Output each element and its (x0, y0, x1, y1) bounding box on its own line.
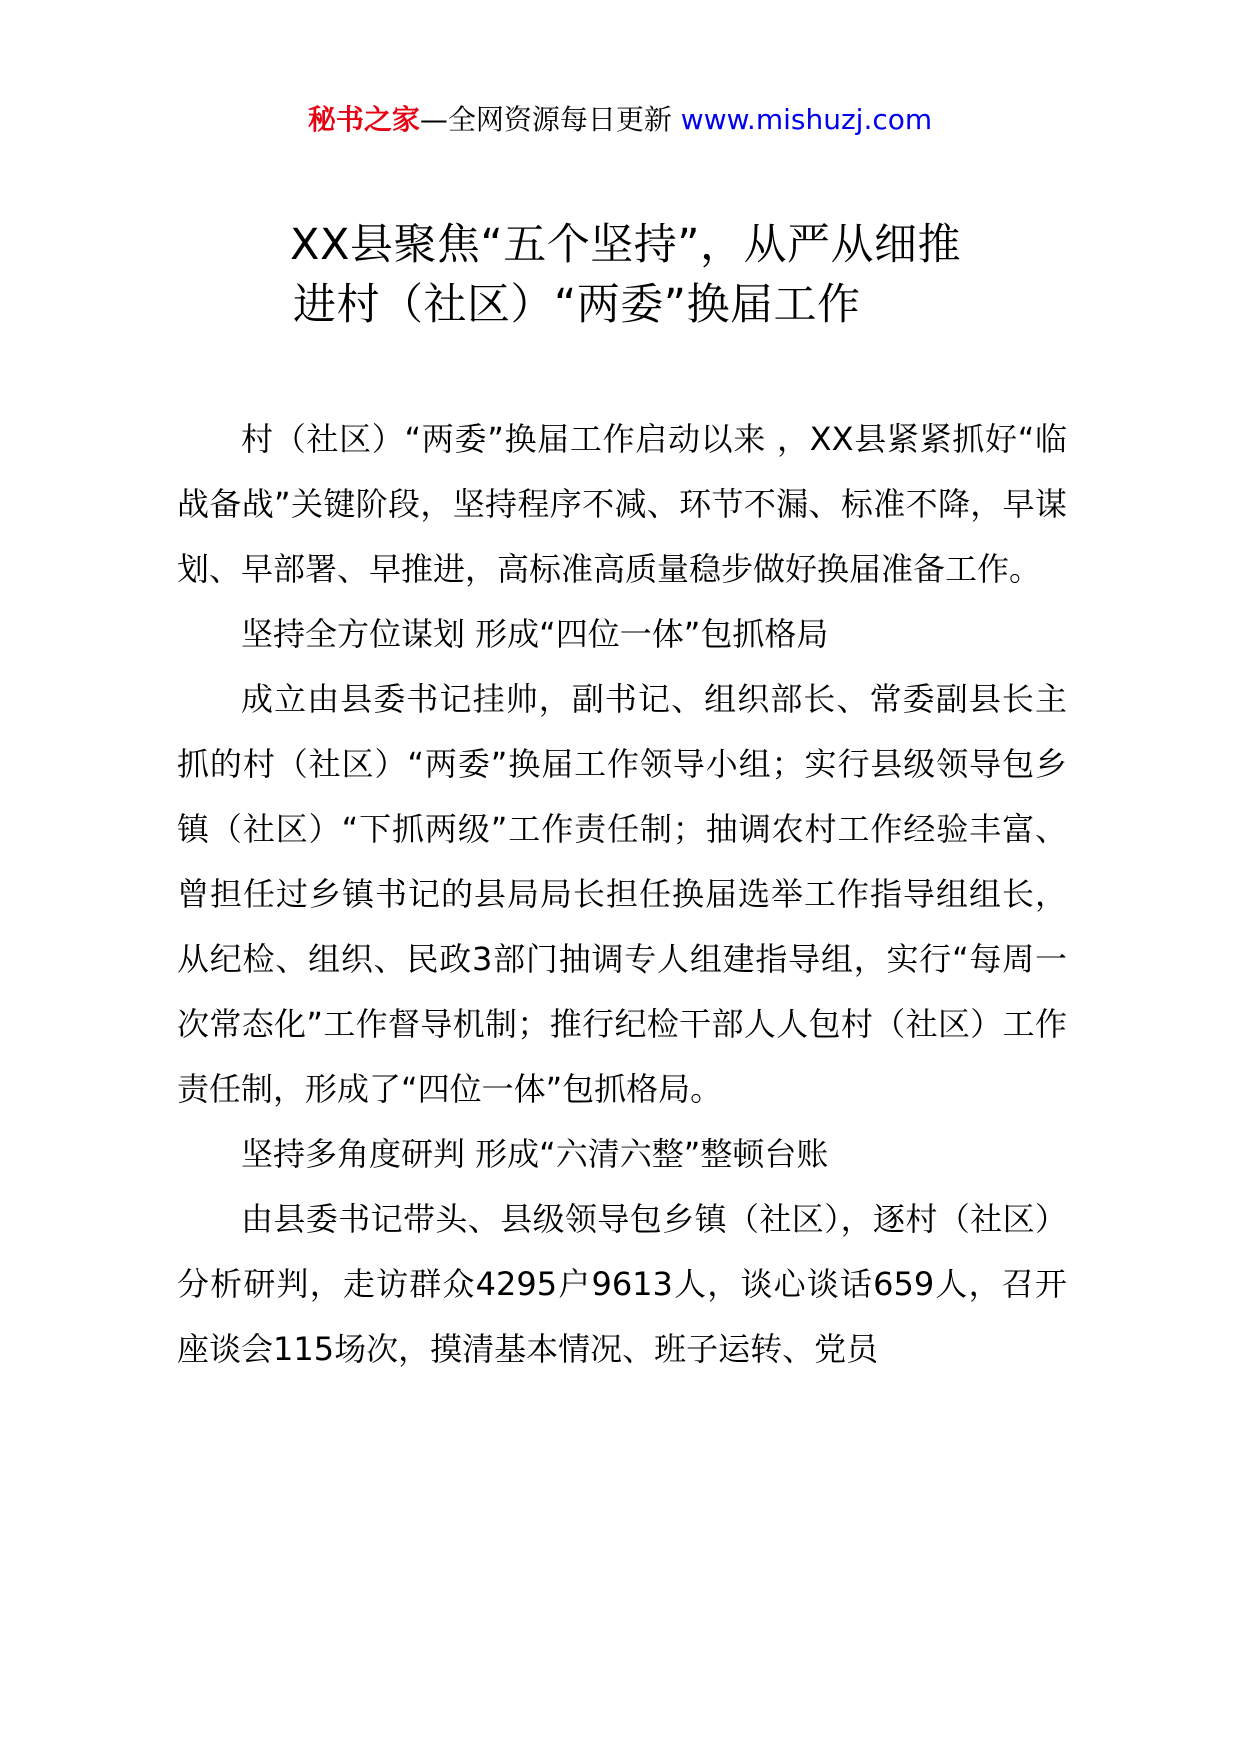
document-body (177, 407, 1067, 1382)
site-banner (0, 100, 1240, 140)
section-2-paragraph: 由县委书记带头、县级领导包乡镇（社区），逐村（社区）分析研判，走访群众4295户9613人，谈心谈话659人，召开座谈会115场次，摸清基本情况、班子运转、党员 (177, 1200, 1067, 1368)
site-url-link[interactable]: www.mishuzj.com (680, 103, 933, 136)
section-heading-1: 坚持全方位谋划 形成“四位一体”包抓格局 (241, 615, 829, 653)
title-line-1: XX县聚焦“五个坚持”，从严从细推 (290, 220, 961, 270)
title-line-2: 进村（社区）“两委”换届工作 (293, 280, 861, 330)
document-title (290, 215, 1090, 335)
banner-tagline: —全网资源每日更新 (419, 103, 672, 136)
section-1-paragraph: 成立由县委书记挂帅，副书记、组织部长、常委副县长主抓的村（社区）“两委”换届工作领导小组；实行县级领导包乡镇（社区）“下抓两级”工作责任制；抽调农村工作经验丰富、曾担任过乡镇书记的县局局长担任换届选举工作指导组组长，从纪检、组织、民政3部门抽调专人组建指导组，实行“每周一次常态化”工作督导机制；推行纪检干部人人包村（社区）工作责任制，形成了“四位一体”包抓格局。 (177, 680, 1067, 1108)
section-heading-2: 坚持多角度研判 形成“六清六整”整顿台账 (241, 1135, 829, 1173)
brand-name: 秘书之家 (307, 103, 420, 136)
intro-paragraph: 村（社区）“两委”换届工作启动以来 ，XX县紧紧抓好“临战备战”关键阶段，坚持程序不减、环节不漏、标准不降，早谋划、早部署、早推进，高标准高质量稳步做好换届准备工作。 (177, 420, 1067, 588)
